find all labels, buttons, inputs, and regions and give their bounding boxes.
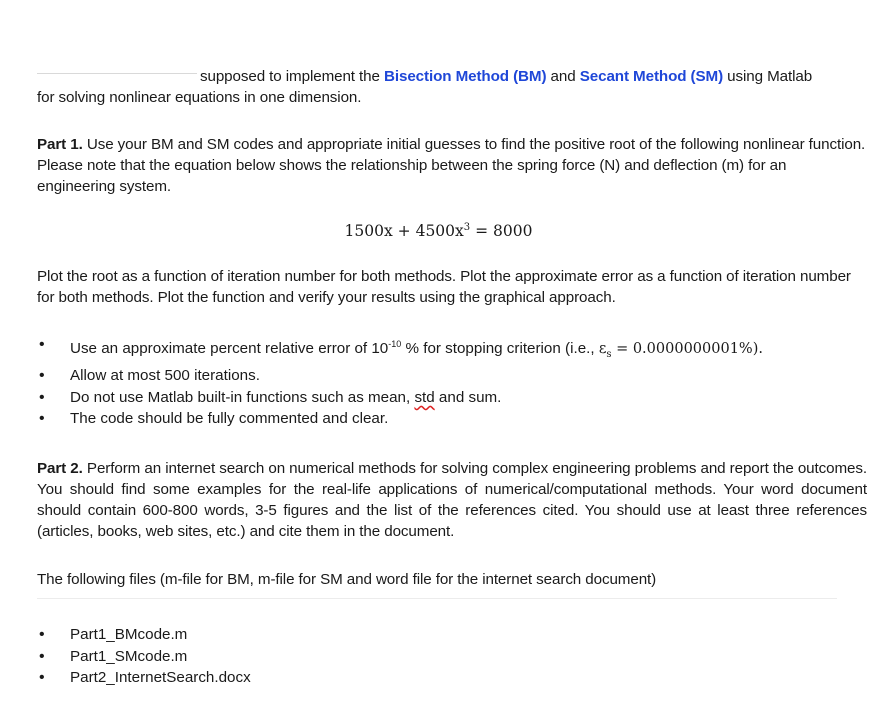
bullet-comments (37, 408, 857, 430)
secant-method-term: Secant Method (SM) (579, 68, 724, 85)
intro-paragraph (37, 66, 867, 108)
plot-paragraph (37, 266, 867, 308)
part2-paragraph (37, 458, 867, 542)
file-bm: Part1_BMcode.m (70, 626, 188, 643)
equation (0, 222, 877, 240)
epsilon-symbol: ε (598, 341, 607, 358)
equation-left: 1500x + 4500x (344, 222, 464, 241)
bullet-iterations (37, 365, 857, 387)
file-sm: Part1_SMcode.m (70, 647, 188, 665)
files-intro (37, 569, 867, 590)
equation-exponent: 3 (463, 222, 471, 233)
file-docx: Part2_InternetSearch.docx (70, 669, 251, 686)
b1-value: = 0.0000000001%). (611, 341, 763, 358)
bisection-method-term: Bisection Method (BM) (384, 68, 547, 85)
b3-suffix: and sum. (434, 388, 502, 406)
part2-label: Part 2. (37, 460, 83, 477)
bullet-builtins (37, 387, 857, 409)
epsilon-subscript: s (606, 348, 612, 360)
b1-prefix: Use an approximate percent relative error of 10 (70, 340, 389, 358)
b2-text: Allow at most 500 iterations. (70, 367, 260, 385)
files-list (37, 624, 857, 689)
part1-label: Part 1. (37, 136, 83, 153)
part2-text: Perform an internet search on numerical methods for solving complex engineering problems and report the outcomes. You should find some examples for the real-life applications of numerical/computational methods. Your word document should contain 600-800 words, 3-5 figures and the list of the references cited. You should use at least three references (articles, books, web sites, etc.) and cite them in the document. (37, 460, 867, 540)
part1-bullet-list (37, 334, 857, 430)
bullet-stopping-criterion (37, 334, 857, 365)
b4-text: The code should be fully commented and clear. (70, 410, 389, 428)
b1-exponent: -10 (388, 339, 402, 349)
files-intro-text: The following files (m-file for BM, m-file for SM and word file for the internet search document) (37, 571, 657, 588)
plot-text: Plot the root as a function of iteration number for both methods. Plot the approximate error as a function of iteration number for both methods. Plot the function and verify your results using the graphical approach. (37, 268, 851, 306)
intro-line2: for solving nonlinear equations in one dimension. (37, 89, 362, 106)
b1-mid: % for stopping criterion (i.e., (401, 340, 599, 358)
file-item (37, 624, 857, 646)
intro-text: supposed to implement the (200, 68, 380, 85)
file-item (37, 667, 857, 689)
b3-prefix: Do not use Matlab built-in functions such as mean, (70, 388, 415, 406)
redacted-line-2 (37, 598, 837, 599)
intro-suffix: using Matlab (727, 68, 813, 85)
std-word: std (414, 388, 435, 406)
equation-right: = 8000 (470, 222, 533, 241)
file-item (37, 646, 857, 668)
part1-text: Use your BM and SM codes and appropriate initial guesses to find the positive root of the following nonlinear function. Please note that the equation below shows the relationship between the spring force (N) and deflection (m) for an engineering system. (37, 136, 866, 195)
intro-and: and (550, 68, 576, 85)
part1-paragraph (37, 134, 867, 197)
